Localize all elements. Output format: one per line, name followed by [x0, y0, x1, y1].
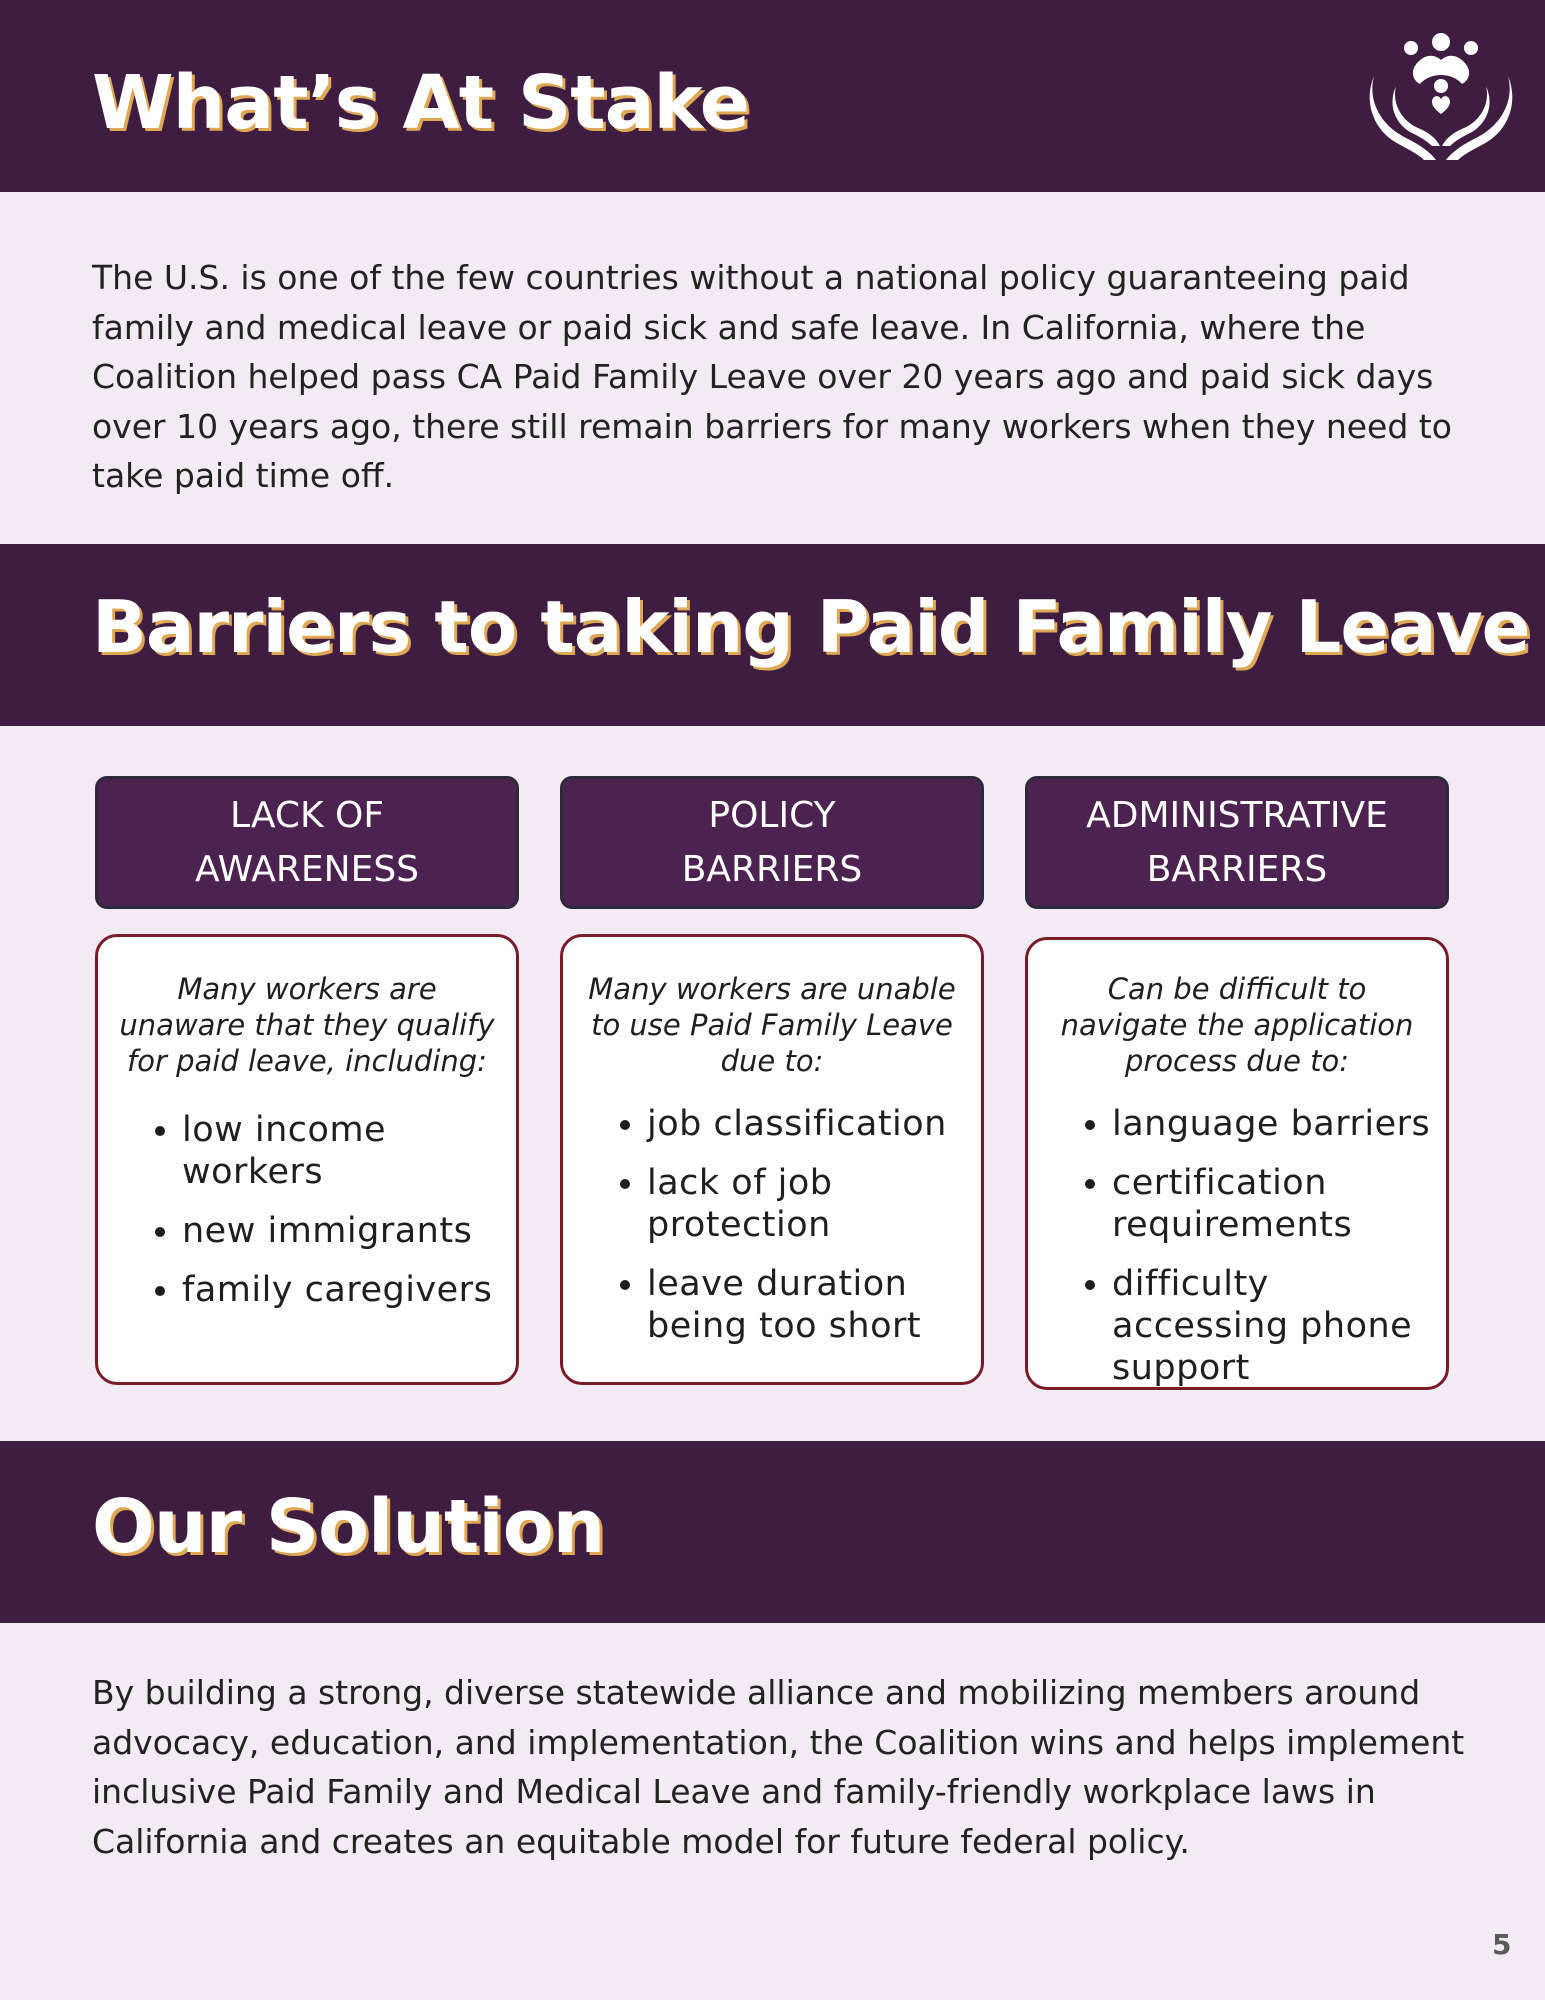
list-item: • difficulty accessing phone support [1112, 1263, 1436, 1389]
list-item: • job classification [647, 1103, 971, 1145]
card-intro: Can be difficult to navigate the application process due to: [1060, 972, 1414, 1078]
solution-paragraph: By building a strong, diverse statewide alliance and mobilizing members around advocacy, education, and implementation, the Coalition wins and helps implement inclusive Paid Family and Medical Leave and family-friendly workplace laws in California and creates an equitable model for future federal policy. [92, 1673, 1465, 1861]
page-title: What’s At Stake [92, 60, 749, 146]
stake-paragraph: The U.S. is one of the few countries without a national policy guaranteeing paid family and medical leave or paid sick and safe leave. In California, where the Coalition helped pass CA Paid Family Leave over 20 years ago and paid sick days over 10 years ago, there still remain barriers for many workers when they need to take paid time off. [92, 258, 1452, 495]
solution-title: Our Solution [92, 1484, 605, 1570]
list-item: • language barriers [1112, 1103, 1436, 1145]
barrier-list [607, 1103, 971, 1364]
administrative-barriers-header [1025, 776, 1449, 909]
barrier-list [1072, 1103, 1436, 1406]
family-care-hands-icon [1366, 28, 1516, 163]
list-item: • low income workers [182, 1109, 506, 1193]
list-item: • new immigrants [182, 1210, 506, 1252]
header-line: AWARENESS [194, 848, 420, 890]
lack-of-awareness-header [95, 776, 519, 909]
list-item: • leave duration being too short [647, 1263, 971, 1347]
header-line: POLICY [708, 794, 836, 836]
list-item: • family caregivers [182, 1269, 506, 1311]
policy-barriers-card [560, 934, 984, 1385]
barriers-title: Barriers to taking Paid Family Leave [92, 585, 1530, 669]
card-intro: Many workers are unable to use Paid Family Leave due to: [588, 972, 956, 1078]
policy-barriers-header [560, 776, 984, 909]
header-line: BARRIERS [1146, 848, 1328, 890]
page-number: 5 [1492, 1928, 1512, 1961]
list-item: • lack of job protection [647, 1162, 971, 1246]
header-line: ADMINISTRATIVE [1086, 794, 1388, 836]
lack-of-awareness-card [95, 934, 519, 1385]
header-line: LACK OF [229, 794, 385, 836]
header-line: BARRIERS [681, 848, 863, 890]
administrative-barriers-card [1025, 937, 1449, 1390]
list-item: • certification requirements [1112, 1162, 1436, 1246]
barrier-list [142, 1109, 506, 1328]
card-intro: Many workers are unaware that they qualify for paid leave, including: [119, 972, 495, 1078]
